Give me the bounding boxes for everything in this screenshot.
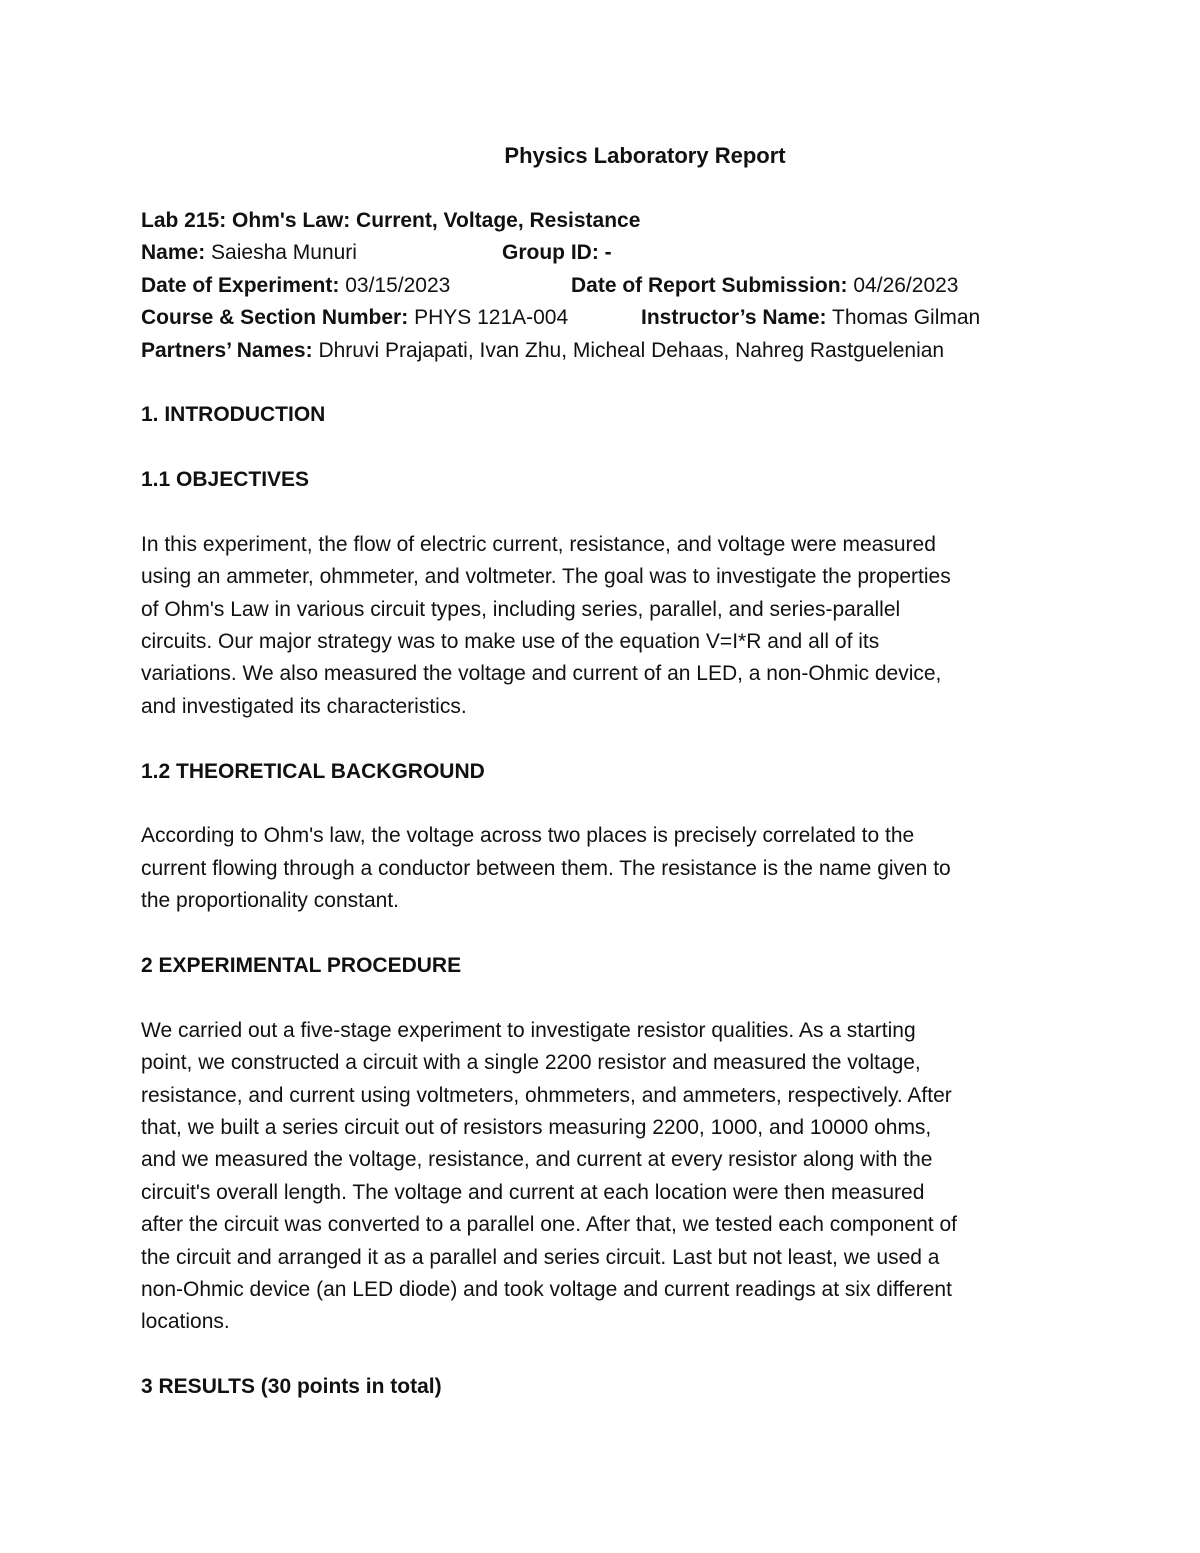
paragraph-line: locations.: [141, 1310, 230, 1334]
partners-row: [141, 335, 1071, 367]
partners-label: Partners’ Names:: [141, 338, 313, 362]
sub-date-value: 04/26/2023: [853, 273, 959, 297]
objectives-paragraph: [141, 529, 1071, 723]
paragraph-line: and we measured the voltage, resistance, and current at every resistor along with the: [141, 1148, 933, 1172]
heading-experimental-procedure: 2 EXPERIMENTAL PROCEDURE: [141, 953, 462, 977]
paragraph-line: current flowing through a conductor between them. The resistance is the name given to: [141, 856, 951, 880]
group-value: -: [604, 241, 612, 265]
paragraph-line: and investigated its characteristics.: [141, 694, 467, 718]
paragraph-line: of Ohm's Law in various circuit types, including series, parallel, and series-parallel: [141, 597, 901, 621]
course-value: PHYS 121A-004: [414, 306, 569, 330]
instructor-value: Thomas Gilman: [832, 306, 981, 330]
name-row: [141, 237, 1071, 269]
heading-introduction: 1. INTRODUCTION: [141, 403, 326, 427]
paragraph-line: resistance, and current using voltmeters, ohmmeters, and ammeters, respectively. After: [141, 1083, 952, 1107]
paragraph-line: non-Ohmic device (an LED diode) and took voltage and current readings at six different: [141, 1277, 952, 1301]
paragraph-line: that, we built a series circuit out of resistors measuring 2200, 1000, and 10000 ohms,: [141, 1115, 932, 1139]
course-label: Course & Section Number:: [141, 306, 409, 330]
procedure-paragraph: [141, 1015, 1071, 1339]
heading-results: 3 RESULTS (30 points in total): [141, 1375, 442, 1399]
instructor: [641, 302, 980, 334]
instructor-label: Instructor’s Name:: [641, 306, 827, 330]
paragraph-line: variations. We also measured the voltage and current of an LED, a non-Ohmic device,: [141, 662, 942, 686]
sub-date-label: Date of Report Submission:: [571, 273, 848, 297]
group-id: [502, 237, 612, 269]
name-value: Saiesha Munuri: [211, 241, 357, 265]
paragraph-line: According to Ohm's law, the voltage across two places is precisely correlated to the: [141, 824, 915, 848]
paragraph-line: We carried out a five-stage experiment to investigate resistor qualities. As a starting: [141, 1018, 916, 1042]
exp-date-label: Date of Experiment:: [141, 273, 340, 297]
dates-row: [141, 270, 1071, 302]
course-row: [141, 302, 1071, 334]
lab-title: Lab 215: Ohm's Law: Current, Voltage, Resistance: [141, 209, 641, 232]
paragraph-line: point, we constructed a circuit with a single 2200 resistor and measured the voltage,: [141, 1051, 921, 1075]
heading-objectives: 1.1 OBJECTIVES: [141, 468, 310, 492]
report-body: [141, 205, 1071, 1403]
paragraph-line: circuits. Our major strategy was to make use of the equation V=I*R and all of its: [141, 630, 880, 654]
submission-date: [571, 270, 958, 302]
paragraph-line: the proportionality constant.: [141, 889, 399, 913]
paragraph-line: circuit's overall length. The voltage and current at each location were then measured: [141, 1180, 925, 1204]
theory-paragraph: [141, 820, 1071, 917]
paragraph-line: using an ammeter, ohmmeter, and voltmeter. The goal was to investigate the properties: [141, 565, 951, 589]
heading-theoretical-background: 1.2 THEORETICAL BACKGROUND: [141, 759, 485, 783]
group-label: Group ID:: [502, 241, 599, 265]
report-title: Physics Laboratory Report: [504, 143, 786, 168]
partners-value: Dhruvi Prajapati, Ivan Zhu, Micheal Dehaas, Nahreg Rastguelenian: [318, 338, 945, 362]
name-label: Name:: [141, 241, 206, 265]
exp-date-value: 03/15/2023: [345, 273, 451, 297]
paragraph-line: the circuit and arranged it as a parallel and series circuit. Last but not least, we used a: [141, 1245, 940, 1269]
paragraph-line: after the circuit was converted to a parallel one. After that, we tested each component of: [141, 1213, 957, 1237]
paragraph-line: In this experiment, the flow of electric current, resistance, and voltage were measured: [141, 532, 936, 556]
